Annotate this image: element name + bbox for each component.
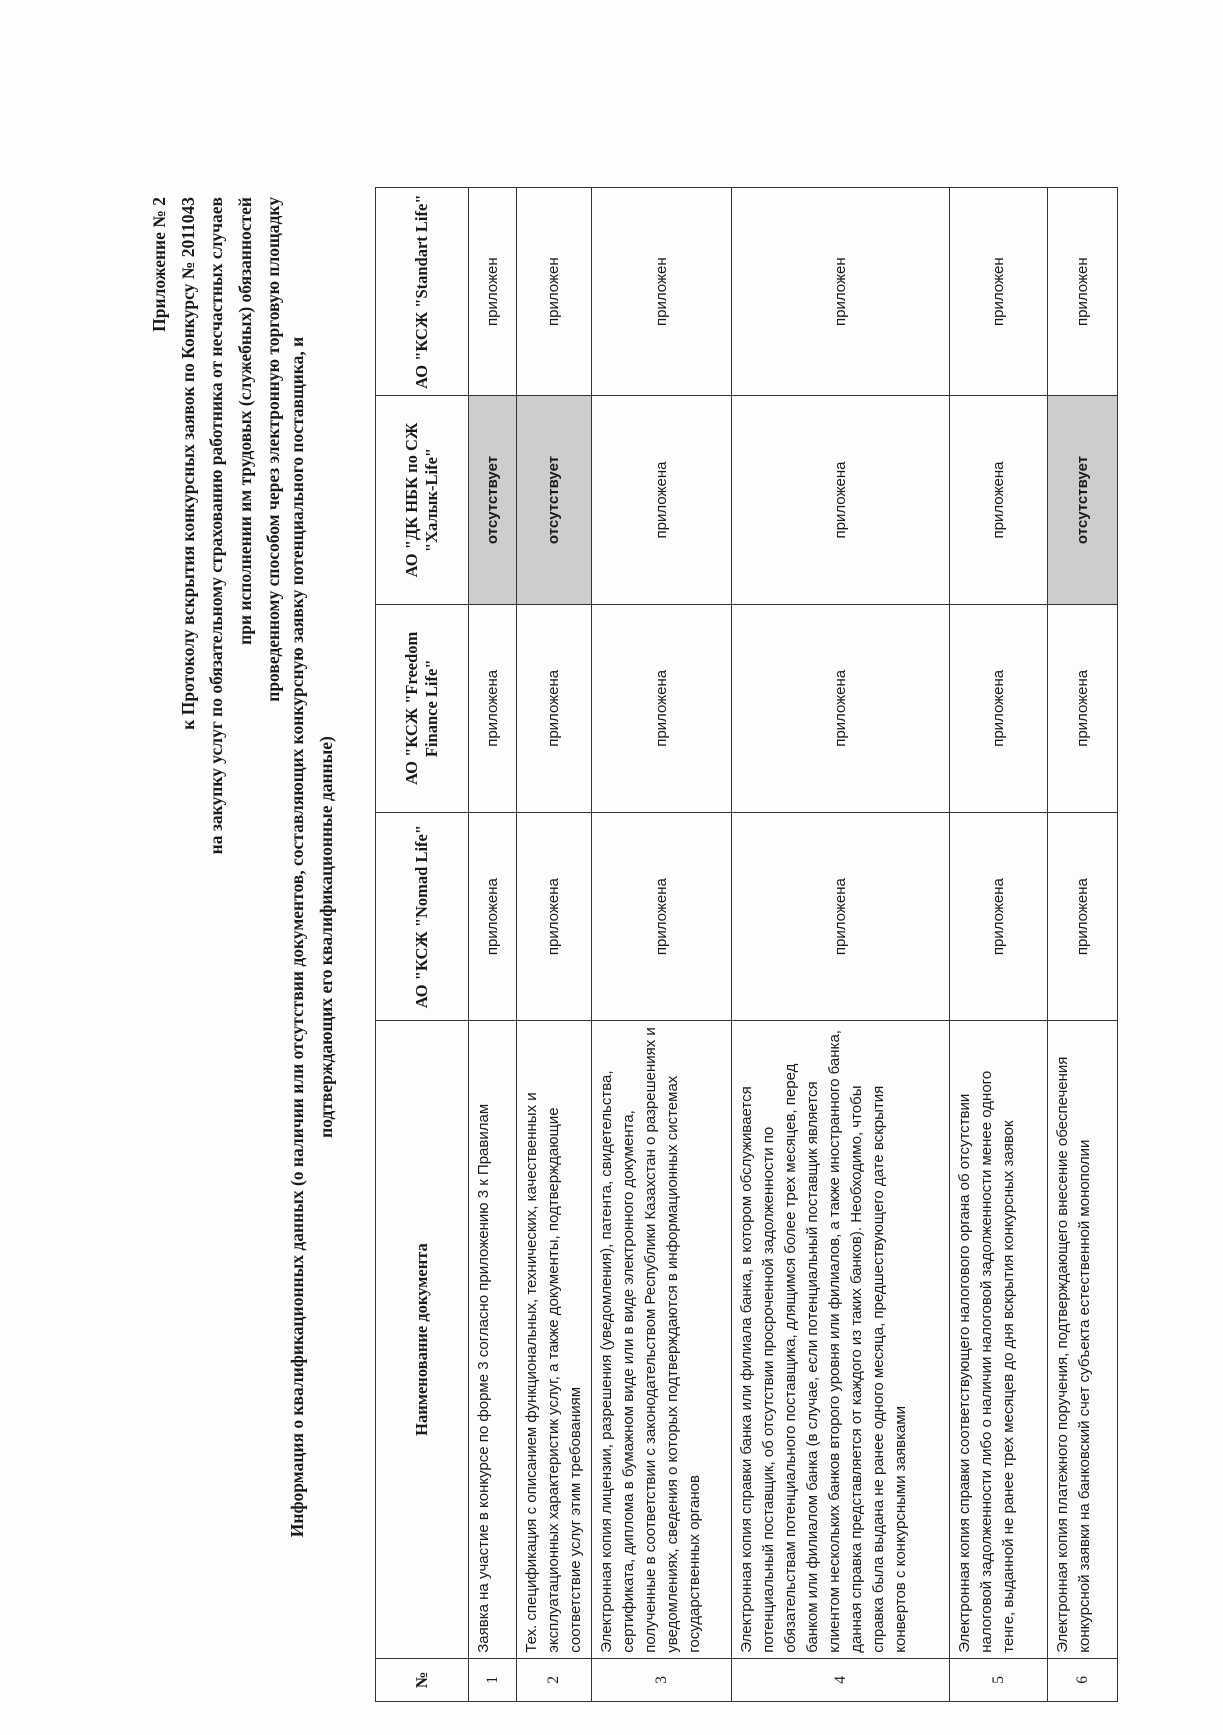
procurement-subject: на закупку услуг по обязательному страхованию работника от несчастных случаев: [206, 197, 226, 855]
table-row: [517, 188, 592, 1702]
protocol-reference: к Протоколу вскрытия конкурсных заявок по Конкурсу № 2011043: [177, 197, 198, 730]
table-header-row: [376, 188, 469, 1702]
row-number: 4: [732, 1658, 950, 1701]
status-cell-absent: отсутствует: [1048, 396, 1118, 604]
header-supplier-freedom: АО "КСЖ "Freedom Finance Life": [376, 604, 469, 812]
table-row: [950, 188, 1048, 1702]
status-cell: приложена: [1048, 812, 1118, 1020]
header-supplier-halyk: АО "ДК НБК по СЖ "Халык-Life": [376, 396, 469, 604]
row-number: 6: [1048, 1658, 1118, 1701]
status-cell: приложена: [517, 812, 592, 1020]
document-name: Электронная копия справки банка или филиала банка, в котором обслуживается потенциальный поставщик, об отсутствии просроченной задолженности по обязательствам потенциального поставщика, длящимся более трех месяцев, перед банком или филиалом банка (в случае, если потенциальный поставщик является клиентом нескольких банков второго уровня или филиалов, а также иностранного банка, данная справка представляется от каждого из таких банков). Необходимо, чтобы справка была выдана не ранее одного месяца, предшествующего дате вскрытия конвертов с конкурсными заявками: [732, 1021, 950, 1658]
document-name: Электронная копия справки соответствующего налогового органа об отсутствии налоговой задолженности либо о наличии налоговой задолженности менее одного тенге, выданной не ранее трех месяцев до дня вскрытия конкурсных заявок: [950, 1021, 1048, 1658]
row-number: 2: [517, 1658, 592, 1701]
status-cell: приложена: [592, 604, 732, 812]
status-cell: приложена: [732, 604, 950, 812]
appendix-title: Приложение № 2: [149, 197, 169, 332]
header-num: №: [376, 1658, 469, 1701]
document-name: Тех. спецификация с описанием функциональных, технических, качественных и эксплуатационных характеристик услуг, а также документы, подтверждающие соответствие услуг этим требованиям: [517, 1021, 592, 1658]
document-name: Заявка на участие в конкурсе по форме 3 согласно приложению 3 к Правилам: [469, 1021, 517, 1658]
procurement-subject-cont: при исполнении им трудовых (служебных) обязанностей: [234, 197, 255, 645]
row-number: 5: [950, 1658, 1048, 1701]
status-cell: приложена: [469, 604, 517, 812]
status-cell-absent: отсутствует: [517, 396, 592, 604]
qualification-table: [375, 187, 1118, 1702]
document-name: Электронная копия лицензии, разрешения (уведомления), патента, свидетельства, сертификата, диплома в бумажном виде или в виде электронного документа, полученные в соответствии с законодательством Республики Казахстан о разрешениях и уведомлениях, сведения о которых подтверждаются в информационных системах государственных органов: [592, 1021, 732, 1658]
status-cell: приложена: [592, 812, 732, 1020]
appendix-header: [145, 197, 288, 1437]
status-cell: приложен: [950, 188, 1048, 396]
status-cell: приложен: [732, 188, 950, 396]
status-cell: приложен: [517, 188, 592, 396]
status-cell: приложен: [592, 188, 732, 396]
caption-line-2: подтверждающих его квалификационные данные): [315, 736, 336, 1138]
table-row: [732, 188, 950, 1702]
caption-line-1: Информация о квалификационных данных (о наличии или отсутствии документов, составляющих конкурсную заявку потенциального поставщика, и: [287, 336, 307, 1538]
document-name: Электронная копия платежного поручения, подтверждающего внесение обеспечения конкурсной заявки на банковский счет субъекта естественной монополии: [1048, 1021, 1118, 1658]
header-document: Наименование документа: [376, 1021, 469, 1658]
status-cell: приложена: [1048, 604, 1118, 812]
rotated-landscape-content: [135, 177, 1135, 1717]
status-cell: приложена: [592, 396, 732, 604]
table-caption: [283, 197, 340, 1677]
row-number: 1: [469, 1658, 517, 1701]
status-cell: приложена: [517, 604, 592, 812]
row-number: 3: [592, 1658, 732, 1701]
status-cell: приложена: [732, 396, 950, 604]
status-cell: приложена: [732, 812, 950, 1020]
header-supplier-standart: АО "КСЖ "Standart Life": [376, 188, 469, 396]
table-row: [592, 188, 732, 1702]
status-cell: приложена: [469, 812, 517, 1020]
status-cell: приложена: [950, 604, 1048, 812]
status-cell: приложена: [950, 812, 1048, 1020]
status-cell: приложена: [950, 396, 1048, 604]
header-supplier-nomad: АО "КСЖ "Nomad Life": [376, 812, 469, 1020]
status-cell: приложен: [469, 188, 517, 396]
status-cell-absent: отсутствует: [469, 396, 517, 604]
table-row: [1048, 188, 1118, 1702]
status-cell: приложен: [1048, 188, 1118, 396]
procurement-method: проведенному способом через электронную торговую площадку: [263, 197, 283, 702]
table-row: [469, 188, 517, 1702]
